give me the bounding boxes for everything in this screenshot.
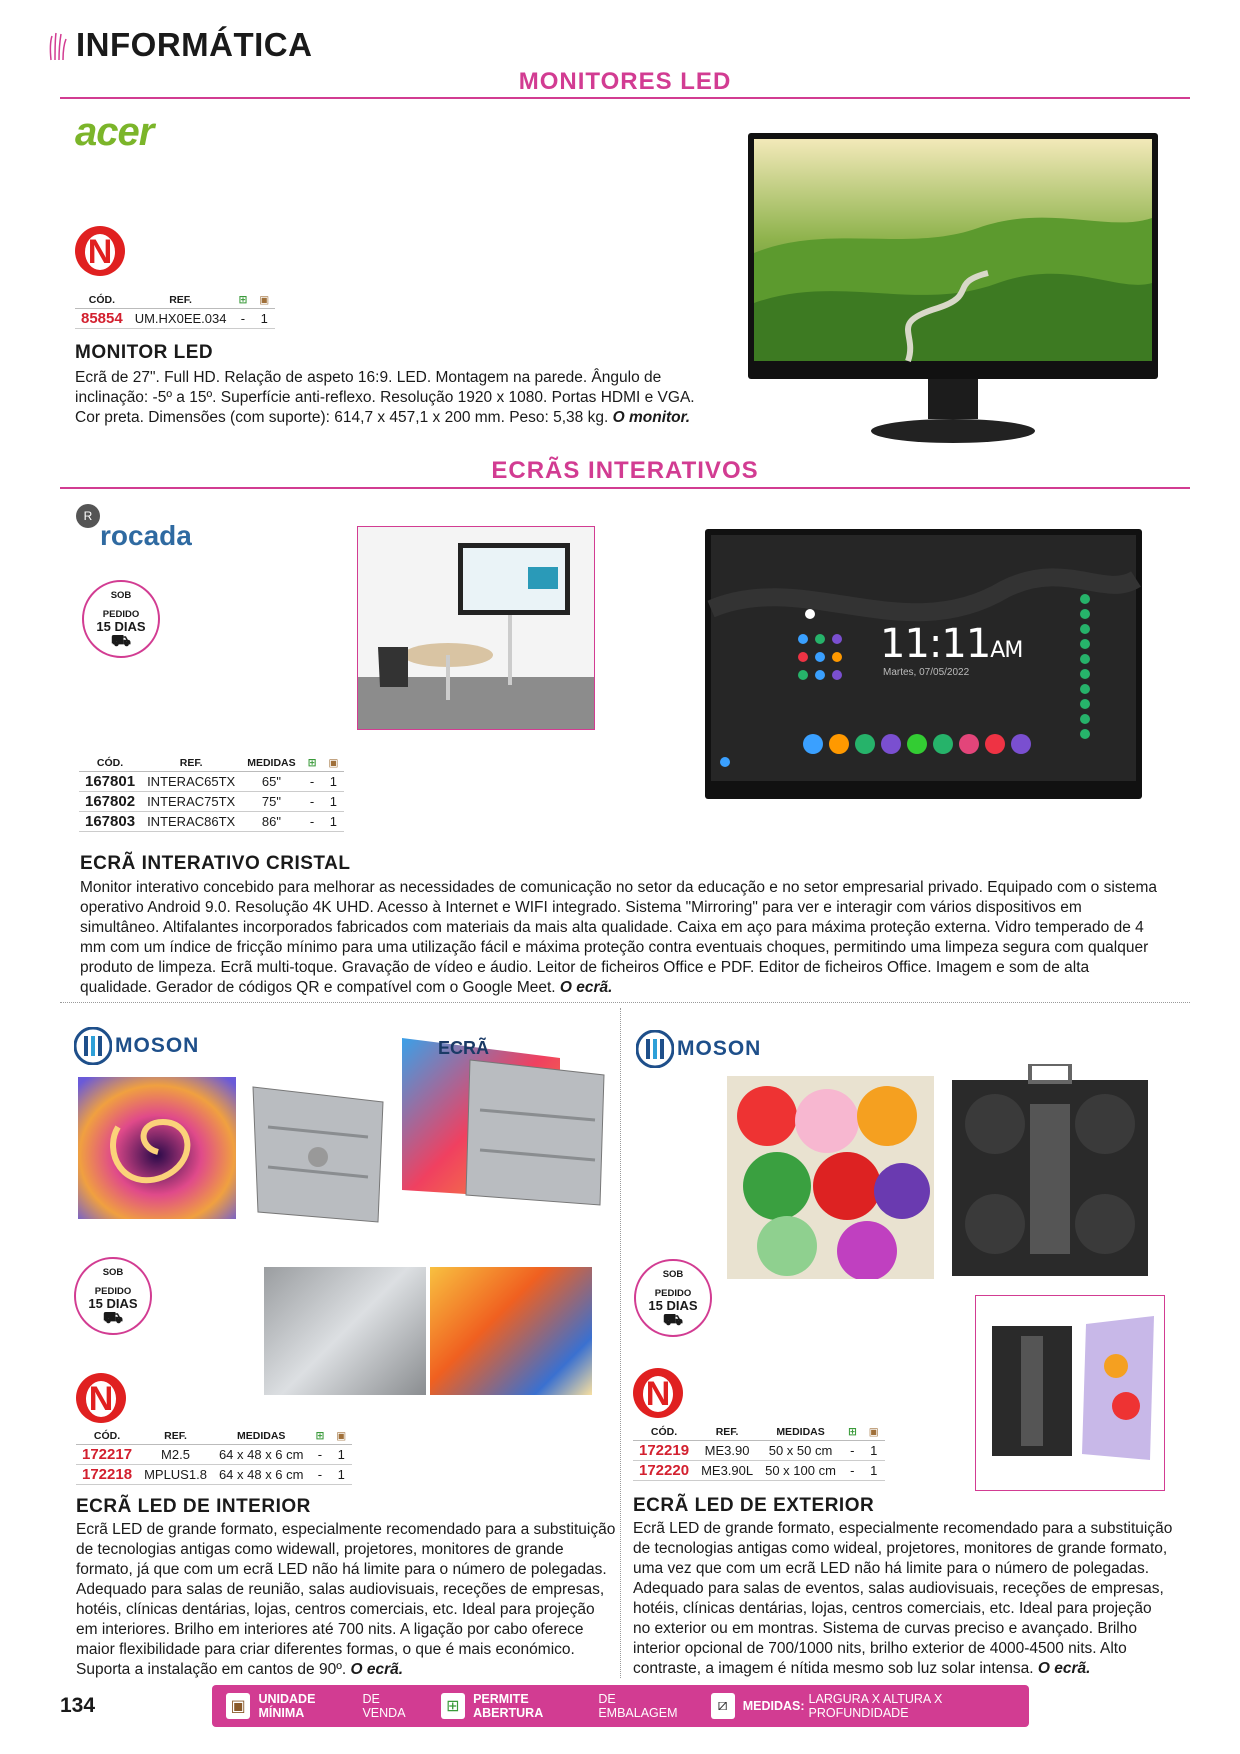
new-badge: N — [75, 226, 125, 276]
led-interior-ref-table: CÓD. REF. MEDIDAS ⊞ ▣ 172217 M2.5 64 x 48 x 6 cm - 1 172218 MPLUS1.8 64 x 48 x 6 cm - 1 — [76, 1428, 352, 1485]
table-row: 172218 MPLUS1.8 64 x 48 x 6 cm - 1 — [76, 1465, 352, 1485]
product-title: ECRÃ LED DE INTERIOR — [76, 1496, 311, 1517]
led-exterior-ref-table: CÓD. REF. MEDIDAS ⊞ ▣ 172219 ME3.90 50 x 50 cm - 1 172220 ME3.90L 50 x 100 cm - 1 — [633, 1424, 885, 1481]
section-title-interactive: ECRÃS INTERATIVOS — [491, 457, 759, 484]
section-title-monitors: MONITORES LED — [518, 68, 732, 95]
open-pack-icon: ⊞ — [232, 292, 253, 309]
product-title: ECRÃ LED DE EXTERIOR — [633, 1495, 875, 1516]
screen-date: Martes, 07/05/2022 — [883, 667, 970, 678]
moson-logo-mark — [74, 1027, 112, 1065]
on-order-badge: SOB PEDIDO 15 DIAS ⛟ — [74, 1257, 152, 1335]
new-badge: N — [76, 1373, 126, 1423]
table-row: 172220 ME3.90L 50 x 100 cm - 1 — [633, 1461, 885, 1481]
table-row: 167803 INTERAC86TX 86" - 1 — [79, 812, 344, 832]
moson-logo: MOSON — [677, 1037, 762, 1060]
col-ref: REF. — [129, 292, 233, 309]
moson-logo-mark — [636, 1030, 674, 1068]
product-title: MONITOR LED — [75, 342, 214, 363]
hand-icon — [48, 30, 70, 64]
ruler-icon: ⧄ — [711, 1693, 735, 1719]
led-interior-grey-image — [264, 1267, 426, 1395]
table-row: 85854 UM.HX0EE.034 - 1 — [75, 309, 275, 329]
moson-logo: MOSON — [115, 1034, 200, 1057]
open-pack-icon: ⊞ — [441, 1693, 465, 1719]
table-row: 167801 INTERAC65TX 65" - 1 — [79, 772, 344, 792]
led-exterior-gallery-image — [975, 1295, 1165, 1491]
divider — [620, 1008, 621, 1678]
page-category: INFORMÁTICA — [76, 26, 313, 63]
rocada-logo-mark: R — [76, 504, 100, 528]
table-row: 167802 INTERAC75TX 75" - 1 — [79, 792, 344, 812]
legend-item: ▣ UNIDADE MÍNIMA DE VENDA — [226, 1692, 423, 1720]
truck-icon: ⛟ — [110, 633, 132, 650]
col-cod: CÓD. — [75, 292, 129, 309]
product-description: Ecrã de 27". Full HD. Relação de aspeto 16:9. LED. Montagem na parede. Ângulo de inclinação: -5º a 15º. Superfície anti-reflexo. Resolução 1920 x 1080. Portas HDMI e VGA. Cor preta. Dimensões (com suporte): 614,7 x 457,1 x 200 mm. Peso: 5,38 kg. O monitor. — [75, 369, 695, 426]
new-badge: N — [633, 1368, 683, 1418]
legend-bar — [212, 1685, 1029, 1727]
led-interior-orange-image — [430, 1267, 592, 1395]
monitor-image — [748, 133, 1158, 445]
on-order-badge: SOB PEDIDO 15 DIAS ⛟ — [82, 580, 160, 658]
rocada-logo: rocada — [100, 520, 192, 551]
product-description: Ecrã LED de grande formato, especialmente recomendado para a substituição de tecnologias antigas como widewall, projetores, monitores de grande formato, já que com um ecrã LED não há limite para o número de polegadas. Adequado para salas de reunião, salas audiovisuais, receções de empresas, hotéis, clínicas dentárias, lojas, centros comerciais, etc. Ideal para projeção em interiores. Brilho em interiores até 700 nits. A ligação por cabo oferece maior flexibilidade para criar diferentes formas, o que é mais económico. Suporta a instalação em cantos de 90º. O ecrã. — [76, 1521, 616, 1678]
truck-icon: ⛟ — [662, 1312, 684, 1329]
truck-icon: ⛟ — [102, 1310, 124, 1327]
page-number: 134 — [60, 1694, 96, 1717]
interactive-ref-table: CÓD. REF. MEDIDAS ⊞ ▣ 167801 INTERAC65TX 65" - 1 167802 INTERAC75TX 75" - 1 167803 INTERAC86TX 86" - 1 — [79, 755, 344, 832]
table-row: 172219 ME3.90 50 x 50 cm - 1 — [633, 1441, 885, 1461]
box-icon: ▣ — [330, 1428, 352, 1445]
led-exterior-cabinet-image — [950, 1064, 1150, 1278]
meeting-room-image — [357, 526, 595, 730]
led-exterior-fruit-image — [727, 1076, 934, 1279]
box-icon: ▣ — [253, 292, 275, 309]
monitor-ref-table — [75, 292, 275, 329]
interactive-screen-image — [705, 529, 1142, 799]
open-pack-icon: ⊞ — [842, 1424, 863, 1441]
box-icon: ▣ — [226, 1693, 250, 1719]
product-description: Ecrã LED de grande formato, especialmente recomendado para a substituição de tecnologias antigas como wideal, projetores, monitores de grande formato, uma vez que com um ecrã LED não há limite para o número de polegadas. Adequado para salas de eventos, salas audiovisuais, receções de empresas, hotéis, clínicas dentárias, lojas, centros comerciais, etc. Ideal para projeção no exterior ou em montras. Sistema de curvas preciso e avançado. Brilho interior opcional de 700/1000 nits, brilho exterior de 4000-4500 nits. Alto contraste, a imagem é nítida mesmo sob luz solar intensa. O ecrã. — [633, 1520, 1173, 1677]
section-rule — [60, 97, 1190, 99]
legend-item: ⊞ PERMITE ABERTURA DE EMBALAGEM — [441, 1692, 693, 1720]
product-title: ECRÃ INTERATIVO CRISTAL — [80, 853, 351, 874]
acer-logo: acer — [75, 110, 154, 154]
box-icon: ▣ — [322, 755, 344, 772]
section-rule — [60, 487, 1190, 489]
table-row: 172217 M2.5 64 x 48 x 6 cm - 1 — [76, 1445, 352, 1465]
led-interior-panel-pair-image — [400, 1030, 606, 1210]
open-pack-icon: ⊞ — [302, 755, 323, 772]
led-interior-swirl-image — [78, 1077, 236, 1219]
on-order-badge: SOB PEDIDO 15 DIAS ⛟ — [634, 1259, 712, 1337]
box-icon: ▣ — [863, 1424, 885, 1441]
product-description: Monitor interativo concebido para melhorar as necessidades de comunicação no setor da educação e no setor empresarial privado. Equipado com o sistema operativo Android 9.0. Resolução 4K UHD. Acesso à Internet e WIFI integrado. Sistema "Mirroring" para ver e interagir com vários dispositivos em simultâneo. Altifalantes incorporados fabricados com materiais da mais alta qualidade. Caixa em aço para máxima proteção externa. Vidro temperado de 4 mm com um índice de fricção mínimo para uma utilização fácil e máxima proteção contra eventuais choques, permitindo uma limpeza segura com qualquer produto de limpeza. Ecrã multi-toque. Gravação de vídeo e áudio. Leitor de ficheiros Office e PDF. Editor de ficheiros Office. Imagem e som de alta qualidade. Gerador de códigos QR e compatível com o Google Meet. O ecrã. — [80, 879, 1157, 996]
image-label: ECRÃ — [438, 1038, 490, 1058]
screen-time: 11:11AM — [880, 621, 1023, 667]
legend-item: ⧄ MEDIDAS: LARGURA X ALTURA X PROFUNDIDADE — [711, 1692, 1029, 1720]
open-pack-icon: ⊞ — [309, 1428, 330, 1445]
divider — [60, 1002, 1190, 1003]
led-interior-panel-back-image — [248, 1077, 388, 1229]
